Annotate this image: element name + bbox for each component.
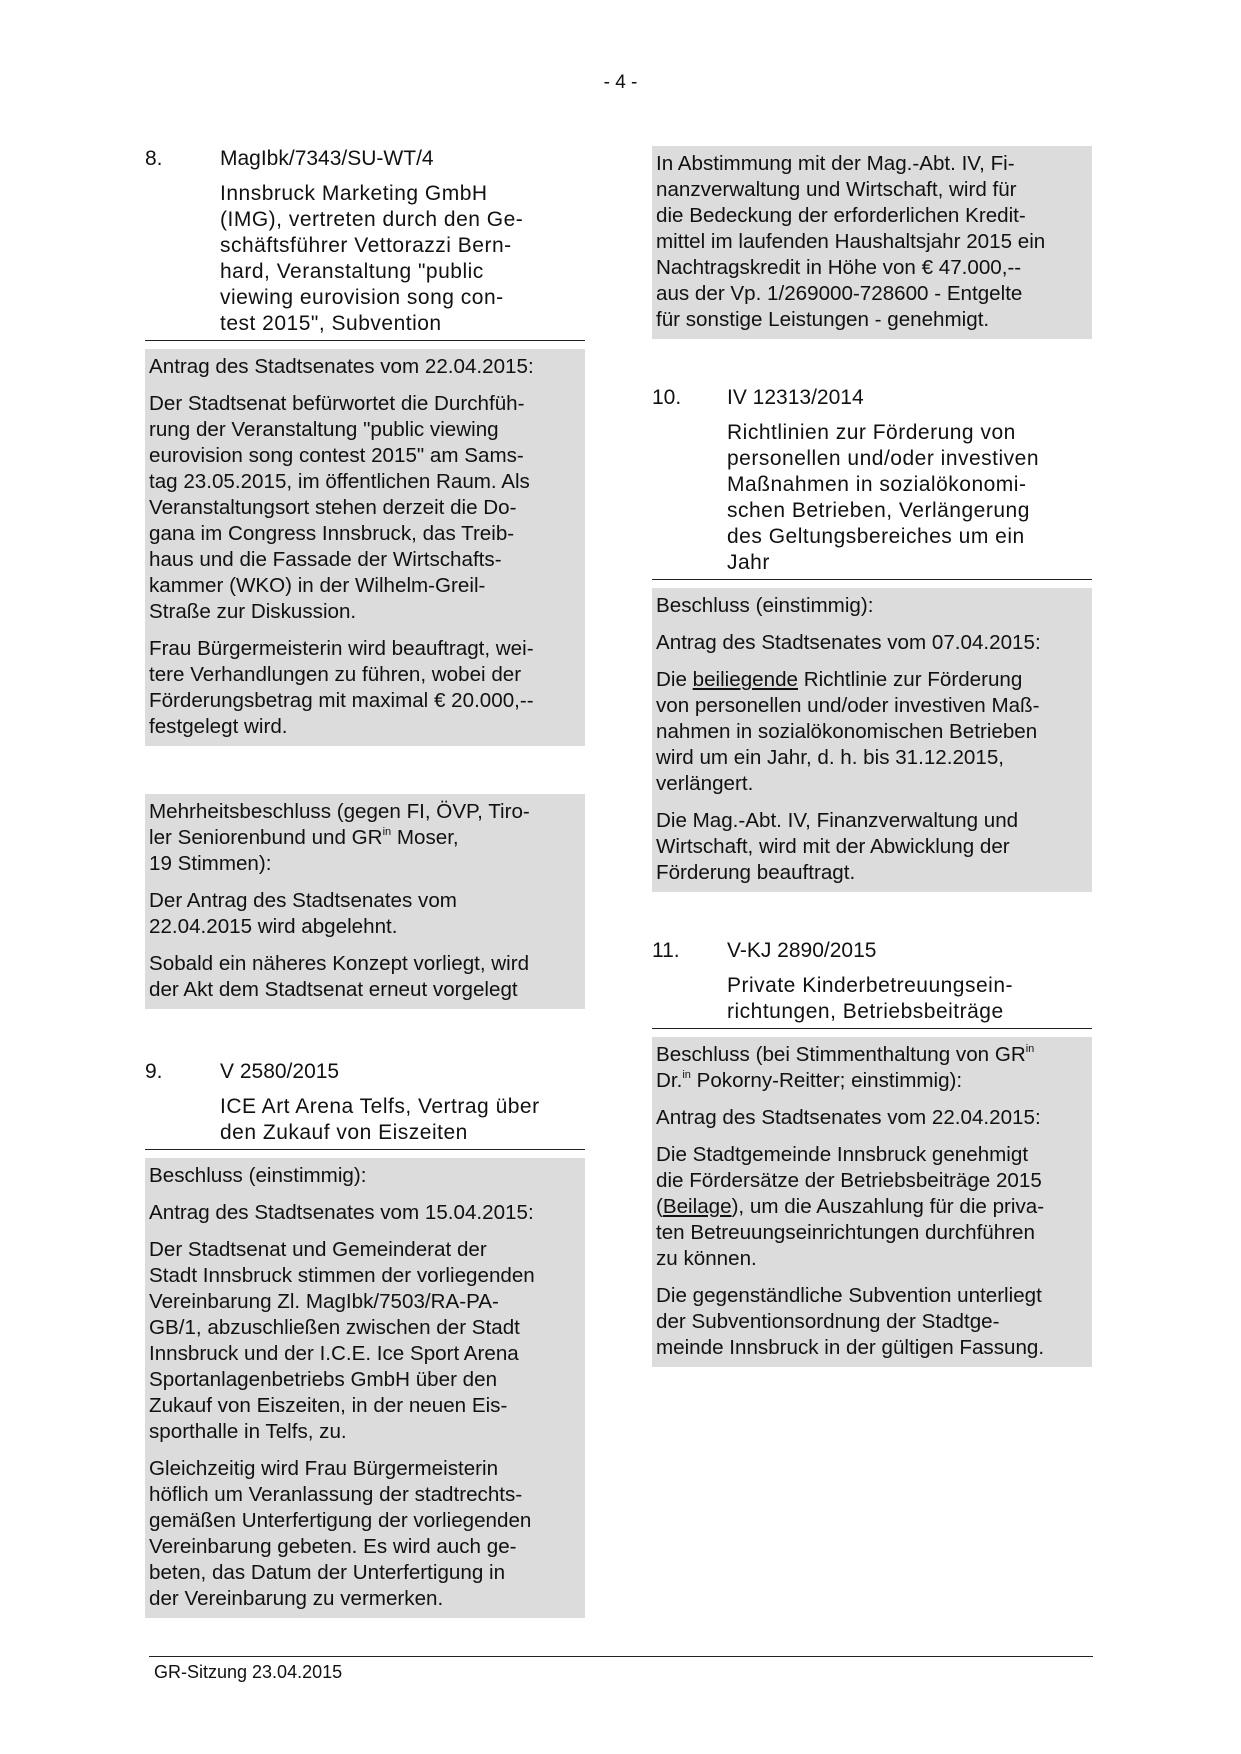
- title-line: (IMG), vertreten durch den Ge-: [220, 208, 524, 231]
- item-10-title: [727, 420, 1092, 578]
- title-line: schen Betrieben, Verlängerung: [727, 499, 1030, 522]
- title-line: hard, Veranstaltung "public: [220, 260, 484, 283]
- title-line: Innsbruck Marketing GmbH: [220, 182, 488, 205]
- item-8-title: [220, 181, 585, 339]
- antrag-paragraph: Frau Bürgermeisterin wird beauftragt, wei- tere Verhandlungen zu führen, wobei der Förderungsbetrag mit maximal € 20.000,-- festgelegt wird.: [149, 637, 534, 738]
- beschluss-paragraph: Mehrheitsbeschluss (gegen FI, ÖVP, Tiro- ler Seniorenbund und $GR^{in}$ Moser, 19 Stimmen):: [149, 800, 530, 875]
- item-9-box: [145, 1158, 585, 1618]
- divider: [652, 1028, 1092, 1029]
- item-reference: IV 12313/2014: [727, 386, 864, 409]
- footer-divider: [149, 1656, 1093, 1657]
- beschluss-paragraph: Der Antrag des Stadtsenates vom 22.04.2015 wird abgelehnt.: [149, 889, 457, 938]
- footer-text: GR-Sitzung 23.04.2015: [154, 1662, 343, 1682]
- item-8-header: [145, 146, 585, 172]
- antrag-paragraph: Der Stadtsenat befürwortet die Durchfüh- rung der Veranstaltung "public viewing eurovision song contest 2015" am Sams- tag 23.05.2015, im öffentlichen Raum. Als Veranstaltungsort stehen derzeit die Do- gana im Congress Innsbruck, das Treib- haus und die Fassade der Wirtschafts- kammer (WKO) in der Wilhelm-Greil- Straße zur Diskussion.: [149, 392, 530, 623]
- continuation-paragraph: In Abstimmung mit der Mag.-Abt. IV, Fi- nanzverwaltung und Wirtschaft, wird für die Bedeckung der erforderlichen Kredit- mittel im laufenden Haushaltsjahr 2015 ein Nachtragskredit in Höhe von € 47.000,-- aus der Vp. 1/269000-728600 - Entgelte für sonstige Leistungen - genehmigt.: [656, 152, 1046, 331]
- item-number: 11.: [652, 939, 680, 962]
- item-11-box: [652, 1037, 1092, 1367]
- antrag-heading: Antrag des Stadtsenates vom 15.04.2015:: [149, 1201, 534, 1224]
- title-line: Jahr: [727, 551, 770, 574]
- right-column: [652, 146, 1092, 1367]
- item-number: 9.: [145, 1060, 163, 1083]
- divider: [652, 579, 1092, 580]
- item-9-header: [145, 1059, 585, 1085]
- title-line: ICE Art Arena Telfs, Vertrag über: [220, 1095, 540, 1118]
- antrag-paragraph: Die beiliegende Richtlinie zur Förderung von personellen und/oder investiven Maß- nahmen in sozialökonomischen Betrieben wird um ein Jahr, d. h. bis 31.12.2015, verlängert.: [656, 668, 1040, 795]
- item-11-title: [727, 973, 1092, 1027]
- antrag-heading: Antrag des Stadtsenates vom 22.04.2015:: [656, 1106, 1041, 1129]
- item-reference: V 2580/2015: [220, 1060, 340, 1083]
- antrag-heading: Antrag des Stadtsenates vom 07.04.2015:: [656, 631, 1041, 654]
- antrag-paragraph: Der Stadtsenat und Gemeinderat der Stadt Innsbruck stimmen der vorliegenden Vereinbarung Zl. MagIbk/7503/RA-PA- GB/1, abzuschließen zwischen der Stadt Innsbruck und der I.C.E. Ice Sport Arena Sportanlagenbetriebs GmbH über den Zukauf von Eiszeiten, in der neuen Eis- sporthalle in Telfs, zu.: [149, 1238, 535, 1443]
- beschluss-heading: Beschluss (einstimmig):: [656, 594, 874, 617]
- title-line: den Zukauf von Eiszeiten: [220, 1121, 468, 1144]
- item-9-title: [220, 1094, 585, 1148]
- item-number: 8.: [145, 147, 163, 170]
- beschluss-heading: Beschluss (einstimmig):: [149, 1164, 367, 1187]
- underlined-term: Beilage: [662, 1195, 732, 1218]
- title-line: Maßnahmen in sozialökonomi-: [727, 473, 1027, 496]
- underlined-term: beiliegende: [692, 668, 798, 691]
- title-line: viewing eurovision song con-: [220, 286, 504, 309]
- title-line: richtungen, Betriebsbeiträge: [727, 1000, 1004, 1023]
- antrag-paragraph: Gleichzeitig wird Frau Bürgermeisterin höflich um Veranlassung der stadtrechts- gemäßen Unterfertigung der vorliegenden Vereinbarung gebeten. Es wird auch ge- beten, das Datum der Unterfertigung in der Vereinbarung zu vermerken.: [149, 1457, 532, 1610]
- item-reference: MagIbk/7343/SU-WT/4: [220, 147, 434, 170]
- title-line: personellen und/oder investiven: [727, 447, 1040, 470]
- title-line: des Geltungsbereiches um ein: [727, 525, 1025, 548]
- item-8-beschluss-box: [145, 794, 585, 1009]
- title-line: schäftsführer Vettorazzi Bern-: [220, 234, 512, 257]
- item-10-box: [652, 588, 1092, 892]
- divider: [145, 1149, 585, 1150]
- page-number: - 4 -: [603, 72, 638, 93]
- beschluss-heading: Beschluss (bei Stimmenthaltung von $GR^{in}$ Dr.$^{in}$ Pokorny-Reitter; einstimmig):: [656, 1043, 1035, 1092]
- antrag-paragraph: Die gegenständliche Subvention unterliegt der Subventionsordnung der Stadtge- meinde Innsbruck in der gültigen Fassung.: [656, 1284, 1045, 1359]
- antrag-paragraph: Die Stadtgemeinde Innsbruck genehmigt die Fördersätze der Betriebsbeiträge 2015 (Beilage), um die Auszahlung für die priva- ten Betreuungseinrichtungen durchführen zu können.: [656, 1143, 1045, 1270]
- antrag-heading: Antrag des Stadtsenates vom 22.04.2015:: [149, 355, 534, 378]
- item-9-continuation-box: [652, 146, 1092, 339]
- item-11-header: [652, 938, 1092, 964]
- divider: [145, 340, 585, 341]
- title-line: Private Kinderbetreuungsein-: [727, 974, 1013, 997]
- title-line: test 2015", Subvention: [220, 312, 442, 335]
- item-reference: V-KJ 2890/2015: [727, 939, 877, 962]
- item-number: 10.: [652, 386, 682, 409]
- beschluss-paragraph: Sobald ein näheres Konzept vorliegt, wird der Akt dem Stadtsenat erneut vorgelegt: [149, 952, 530, 1001]
- item-10-header: [652, 385, 1092, 411]
- left-column: [145, 146, 585, 1618]
- item-8-antrag-box: [145, 349, 585, 746]
- title-line: Richtlinien zur Förderung von: [727, 421, 1016, 444]
- antrag-paragraph: Die Mag.-Abt. IV, Finanzverwaltung und Wirtschaft, wird mit der Abwicklung der Förderung beauftragt.: [656, 809, 1019, 884]
